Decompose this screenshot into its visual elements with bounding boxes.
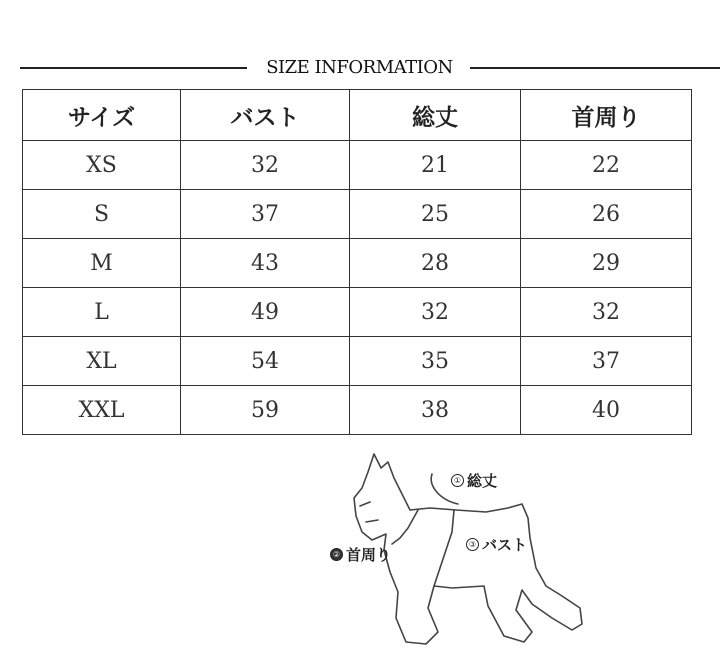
cell-length: 28 [350, 239, 521, 288]
cell-bust: 37 [181, 190, 350, 239]
number-badge-1: ① [451, 474, 464, 487]
cell-size: XXL [23, 386, 181, 435]
cell-bust: 59 [181, 386, 350, 435]
cell-bust: 49 [181, 288, 350, 337]
cell-neck: 29 [521, 239, 692, 288]
table-row [23, 386, 692, 435]
label-neck [330, 544, 391, 565]
cell-size: XL [23, 337, 181, 386]
cell-length: 32 [350, 288, 521, 337]
cell-size: XS [23, 141, 181, 190]
number-badge-2: ② [330, 548, 343, 561]
cell-size: L [23, 288, 181, 337]
cell-neck: 40 [521, 386, 692, 435]
label-bust [466, 534, 527, 555]
cell-neck: 22 [521, 141, 692, 190]
cell-bust: 43 [181, 239, 350, 288]
cell-length: 38 [350, 386, 521, 435]
table-row [23, 337, 692, 386]
cell-size: S [23, 190, 181, 239]
column-header-neck: 首周り [521, 90, 692, 141]
divider-left [20, 67, 247, 69]
cell-neck: 32 [521, 288, 692, 337]
table-row [23, 239, 692, 288]
divider-right [470, 67, 720, 69]
table-row [23, 141, 692, 190]
column-header-bust: バスト [181, 90, 350, 141]
cell-size: M [23, 239, 181, 288]
column-header-length: 総丈 [350, 90, 521, 141]
size-table [22, 89, 692, 435]
section-header [20, 56, 720, 80]
section-title: SIZE INFORMATION [266, 57, 453, 78]
table-row [23, 288, 692, 337]
cell-bust: 32 [181, 141, 350, 190]
label-neck-text: 首周り [346, 546, 392, 564]
table-header-row [23, 90, 692, 141]
cell-bust: 54 [181, 337, 350, 386]
cell-length: 35 [350, 337, 521, 386]
cell-length: 25 [350, 190, 521, 239]
cell-neck: 26 [521, 190, 692, 239]
label-length [451, 470, 497, 491]
dog-measurement-diagram [326, 446, 586, 646]
cell-length: 21 [350, 141, 521, 190]
cell-neck: 37 [521, 337, 692, 386]
number-badge-3: ③ [466, 538, 479, 551]
label-length-text: 総丈 [467, 472, 498, 490]
table-row [23, 190, 692, 239]
column-header-size: サイズ [23, 90, 181, 141]
label-bust-text: バスト [482, 536, 528, 554]
